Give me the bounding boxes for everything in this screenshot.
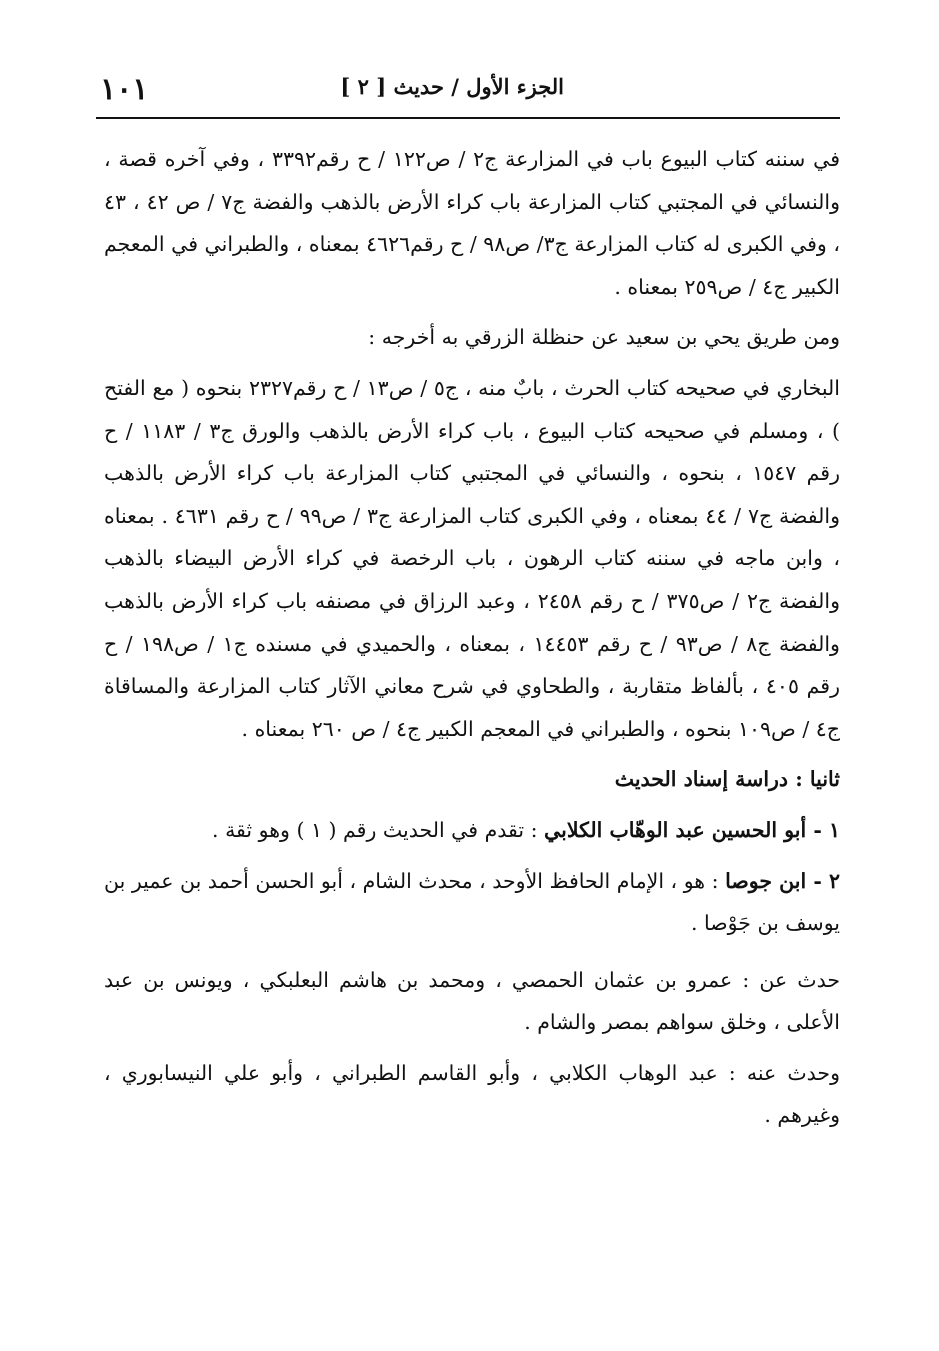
paragraph-haddath-anhu: وحدث عنه : عبد الوهاب الكلابي ، وأبو القاسم الطبراني ، وأبو علي النيسابوري ، وغيرهم . <box>104 1060 840 1128</box>
section-title: ثانيا : دراسة إسناد الحديث <box>614 767 840 792</box>
paragraph-takhrij-list: البخاري في صحيحه كتاب الحرث ، بابٌ منه ، ج٥ / ص١٣ / ح رقم٢٣٢٧ بنحوه ( مع الفتح ) ، ومسلم في صحيحه كتاب البيوع ، باب كراء الأرض بالذهب والورق ج٣ / ١١٨٣ / ح رقم ١٥٤٧ ، بنحوه ، والنسائي في المجتبي كتاب المزارعة باب كراء الأرض بالذهب والفضة ج٧ / ٤٤ بمعناه ، وفي الكبرى كتاب المزارعة ج٣ / ص٩٩ / ح رقم ٤٦٣١ . بمعناه ، وابن ماجه في سننه كتاب الرهون ، باب الرخصة في كراء الأرض البيضاء بالذهب والفضة ج٢ / ص٣٧٥ / ح رقم ٢٤٥٨ ، وعبد الرزاق في مصنفه باب كراء الأرض بالذهب والفضة ج٨ / ص٩٣ / ح رقم ١٤٤٥٣ ، بمعناه ، والحميدي في مسنده ج١ / ص١٩٨ / ح رقم ٤٠٥ ، بألفاظ متقاربة ، والطحاوي في شرح معاني الآثار كتاب المزارعة والمساقاة ج٤ / ص١٠٩ بنحوه ، والطبراني في المعجم الكبير ج٤ / ص ٢٦٠ بمعناه . <box>104 375 841 741</box>
narrator-item-1 <box>104 809 840 852</box>
page-body <box>104 138 840 1137</box>
paragraph-takhrij-continued: في سننه كتاب البيوع باب في المزارعة ج٢ / ص١٢٢ / ح رقم٣٣٩٢ ، وفي آخره قصة ، والنسائي في المجتبي كتاب المزارعة باب كراء الأرض بالذهب والفضة ج٧ / ص ٤٢ ، ٤٣ ، وفي الكبرى له كتاب المزارعة ج٣/ ص٩٨ / ح رقم٤٦٢٦ بمعناه ، والطبراني في المعجم الكبير ج٤ / ص٢٥٩ بمعناه . <box>104 147 841 299</box>
narrator-2-text: : هو ، الإمام الحافظ الأوحد ، محدث الشام ، أبو الحسن أحمد بن عمير بن يوسف بن جَوْصا . <box>104 868 840 936</box>
paragraph-haddath-an: حدث عن : عمرو بن عثمان الحمصي ، ومحمد بن هاشم البعلبكي ، ويونس بن عبد الأعلى ، وخلق سواهم بمصر والشام . <box>104 967 840 1035</box>
narrator-2-name: ٢ - ابن جوصا <box>725 868 841 893</box>
header-rule <box>96 117 840 119</box>
running-head: الجزء الأول / حديث [ ٢ ] <box>340 74 564 99</box>
paragraph-yahya-route: ومن طريق يحي بن سعيد عن حنظلة الزرقي به أخرجه : <box>368 325 840 350</box>
narrator-1-text: : تقدم في الحديث رقم ( ١ ) وهو ثقة . <box>212 817 545 842</box>
narrator-1-name: ١ - أبو الحسين عبد الوهّاب الكلابي <box>544 817 840 842</box>
page-number: ١٠١ <box>100 72 149 107</box>
narrator-item-2 <box>104 860 840 945</box>
page-header <box>96 66 840 110</box>
